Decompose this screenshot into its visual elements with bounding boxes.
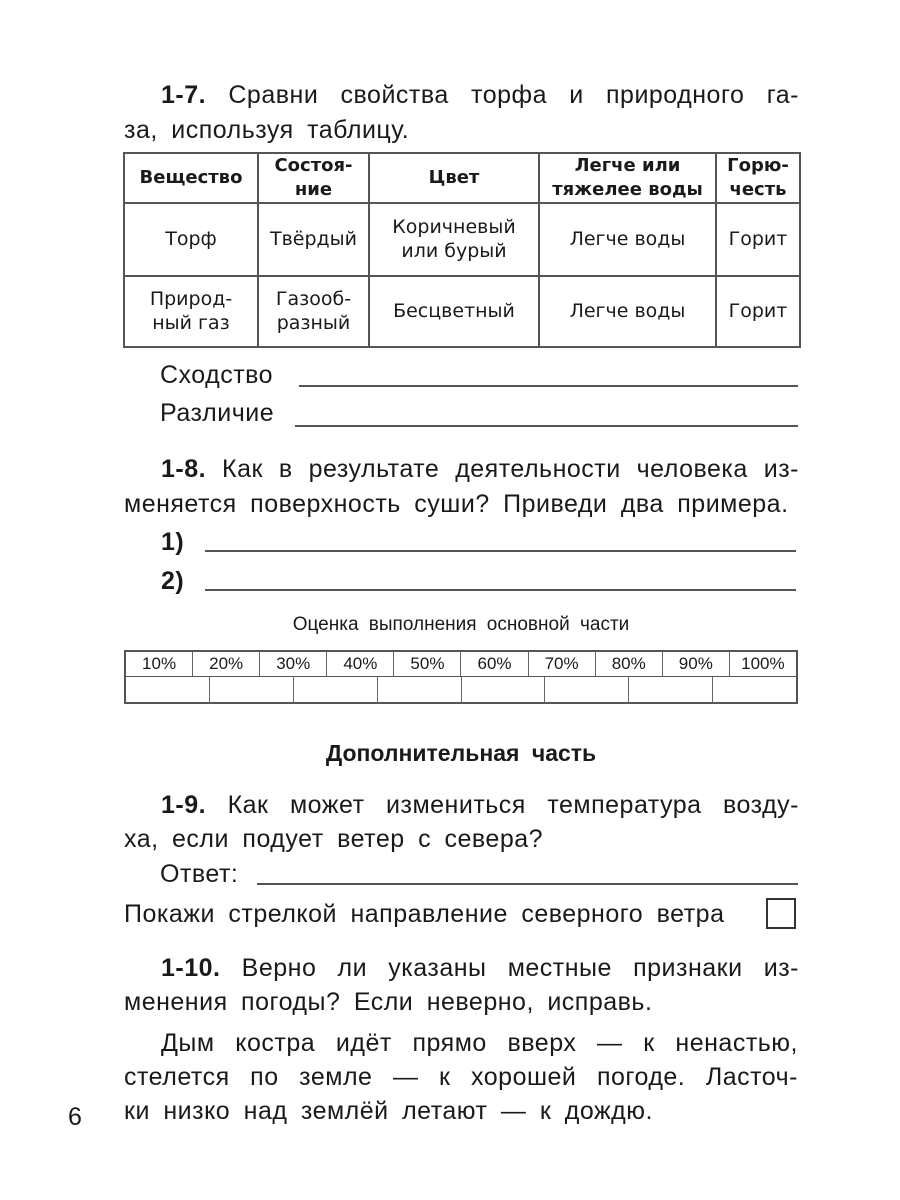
table-row: [124, 203, 800, 276]
table-row: [124, 276, 800, 347]
header-color: Цвет: [369, 153, 539, 203]
task-1-9-line1: [161, 788, 799, 822]
score-header-cell: 40%: [327, 652, 394, 676]
score-input-cell[interactable]: [294, 677, 378, 703]
score-header-cell: 10%: [126, 652, 193, 676]
task-text: Сравни свойства торфа и природного га-: [228, 81, 800, 109]
score-input-cell[interactable]: [545, 677, 629, 703]
task-number: 1-10.: [161, 954, 221, 982]
section-title: Дополнительная часть: [325, 740, 597, 766]
properties-table: [123, 152, 801, 348]
task-number: 1-9.: [161, 791, 207, 819]
table-cell: Коричневый или бурый: [369, 203, 539, 276]
body-line-1: Дым костра идёт прямо вверх — к ненастью,: [161, 1029, 798, 1057]
answer-label-2: 2): [161, 567, 185, 595]
task-1-10-line1: [161, 951, 799, 985]
score-input-cell[interactable]: [378, 677, 462, 703]
table-cell: Природ- ный газ: [124, 276, 258, 347]
table-header-row: [124, 153, 800, 203]
score-input-cell[interactable]: [462, 677, 546, 703]
header-flammability: Горю- честь: [716, 153, 800, 203]
table-cell: Легче воды: [539, 276, 716, 347]
arrow-answer-box[interactable]: [766, 898, 796, 929]
table-cell: Газооб- разный: [258, 276, 369, 347]
body-line-2: стелется по земле — к хорошей погоде. Ласточ-: [124, 1063, 798, 1091]
table-cell: Легче воды: [539, 203, 716, 276]
score-header-cell: 50%: [394, 652, 461, 676]
score-input-cell[interactable]: [713, 677, 796, 703]
task-number: 1-7.: [161, 81, 207, 109]
score-input-cell[interactable]: [210, 677, 294, 703]
difference-answer-line[interactable]: [295, 425, 798, 427]
body-line-3: ки низко над землёй летают — к дождю.: [124, 1097, 653, 1125]
task-1-7-line2: за, используя таблицу.: [124, 116, 410, 144]
difference-label: Различие: [160, 399, 275, 427]
answer-label-1: 1): [161, 528, 185, 556]
table-cell: Торф: [124, 203, 258, 276]
score-header-cell: 100%: [741, 654, 785, 673]
score-title: Оценка выполнения основной части: [292, 614, 630, 635]
score-header-cell: 70%: [529, 652, 596, 676]
score-header-row: [126, 652, 796, 677]
score-header-cell: 60%: [461, 652, 528, 676]
answer-label: Ответ:: [160, 860, 239, 888]
table-cell: Горит: [716, 276, 800, 347]
similarity-label: Сходство: [160, 361, 274, 389]
score-input-cell[interactable]: [629, 677, 713, 703]
page-number: 6: [68, 1103, 82, 1131]
score-input-row: [126, 677, 796, 703]
score-header-cell: 30%: [260, 652, 327, 676]
task-number: 1-8.: [161, 455, 207, 483]
task-1-8-line2: меняется поверхность суши? Приведи два примера.: [124, 490, 789, 518]
score-table: [124, 650, 798, 704]
task-1-8-line1: [161, 452, 799, 486]
task-text: Как может измениться температура возду-: [227, 791, 799, 819]
answer-line[interactable]: [257, 883, 798, 885]
score-header-cell: 20%: [193, 652, 260, 676]
similarity-answer-line[interactable]: [299, 385, 798, 387]
score-header-cell: 80%: [596, 652, 663, 676]
header-substance: Вещество: [124, 153, 258, 203]
task-1-7-line1: [161, 78, 799, 112]
task-text: Верно ли указаны местные признаки из-: [241, 954, 799, 982]
table-cell: Горит: [716, 203, 800, 276]
header-state: Состоя- ние: [258, 153, 369, 203]
answer-line-2[interactable]: [205, 589, 796, 591]
score-input-cell[interactable]: [126, 677, 210, 703]
score-header-cell: 90%: [663, 652, 730, 676]
table-cell: Твёрдый: [258, 203, 369, 276]
header-density: Легче или тяжелее воды: [539, 153, 716, 203]
arrow-prompt: Покажи стрелкой направление северного ветра: [124, 900, 725, 928]
table-cell: Бесцветный: [369, 276, 539, 347]
task-1-9-line2: ха, если подует ветер с севера?: [124, 825, 544, 853]
answer-line-1[interactable]: [205, 550, 796, 552]
task-1-10-line2: менения погоды? Если неверно, исправь.: [124, 988, 653, 1016]
task-text: Как в результате деятельности человека из-: [222, 455, 799, 483]
